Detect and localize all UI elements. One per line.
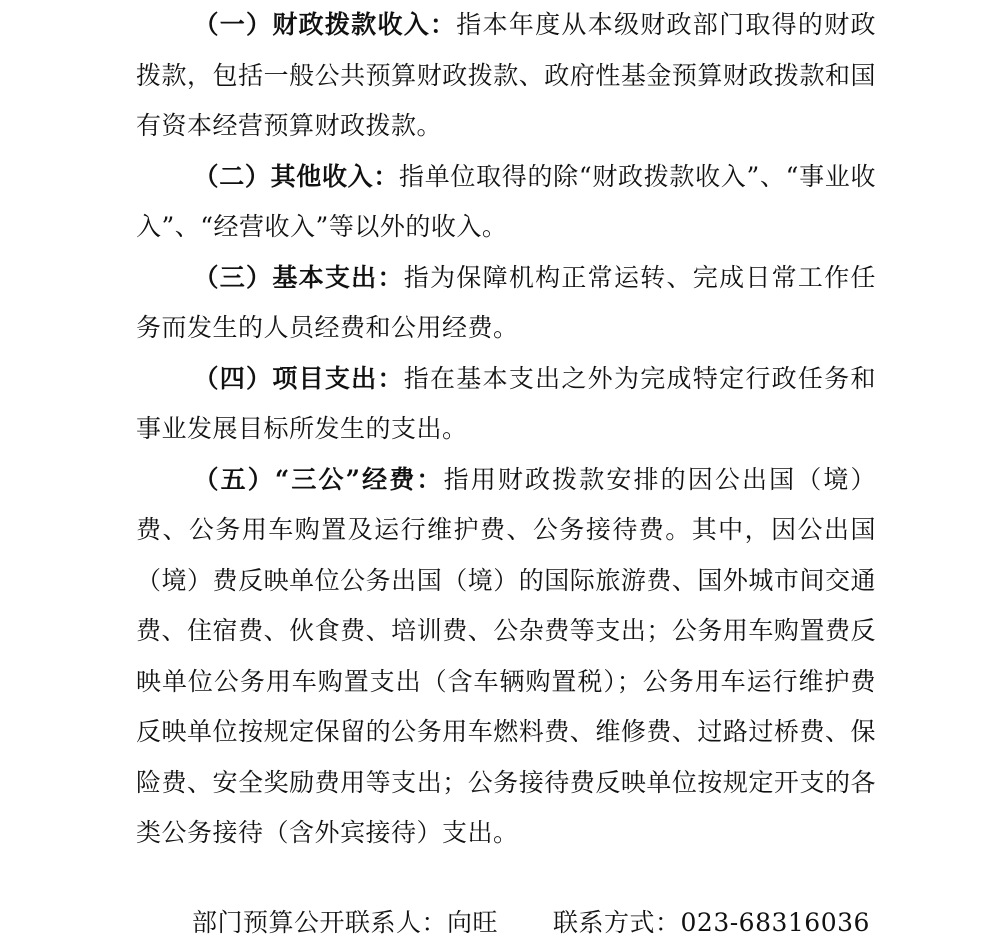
contact-person: 部门预算公开联系人：向旺	[192, 908, 499, 937]
contact-footer	[192, 904, 870, 942]
definition-paragraph-4	[136, 354, 876, 455]
definition-text: 指单位取得的除“财政拨款收入”、“事业收入”、“经营收入”等以外的收入。	[136, 161, 876, 241]
definition-term: （四）项目支出：	[193, 363, 404, 393]
definition-text: 指本年度从本级财政部门取得的财政拨款，包括一般公共预算财政拨款、政府性基金预算财政拨款和国有资本经营预算财政拨款。	[136, 10, 876, 140]
definition-term: （三）基本支出：	[193, 262, 404, 292]
definition-text: 指为保障机构正常运转、完成日常工作任务而发生的人员经费和公用经费。	[136, 262, 876, 342]
definition-term: （二）其他收入：	[193, 161, 400, 191]
definition-text: 指用财政拨款安排的因公出国（境）费、公务用车购置及运行维护费、公务接待费。其中，因公出国（境）费反映单位公务出国（境）的国际旅游费、国外城市间交通费、住宿费、伙食费、培训费、公杂费等支出；公务用车购置费反映单位公务用车购置支出（含车辆购置税）；公务用车运行维护费反映单位按规定保留的公务用车燃料费、维修费、过路过桥费、保险费、安全奖励费用等支出；公务接待费反映单位按规定开支的各类公务接待（含外宾接待）支出。	[136, 464, 876, 847]
document-body	[136, 0, 876, 859]
definition-paragraph-5	[136, 455, 876, 859]
definition-term: （一）财政拨款收入：	[193, 10, 457, 39]
definition-term: （五）“三公”经费：	[193, 464, 444, 494]
definition-paragraph-2	[136, 152, 876, 253]
definition-text: 指在基本支出之外为完成特定行政任务和事业发展目标所发生的支出。	[136, 363, 876, 443]
definition-paragraph-1	[136, 0, 876, 152]
definition-paragraph-3	[136, 253, 876, 354]
contact-phone: 联系方式：023-68316036	[553, 908, 870, 937]
